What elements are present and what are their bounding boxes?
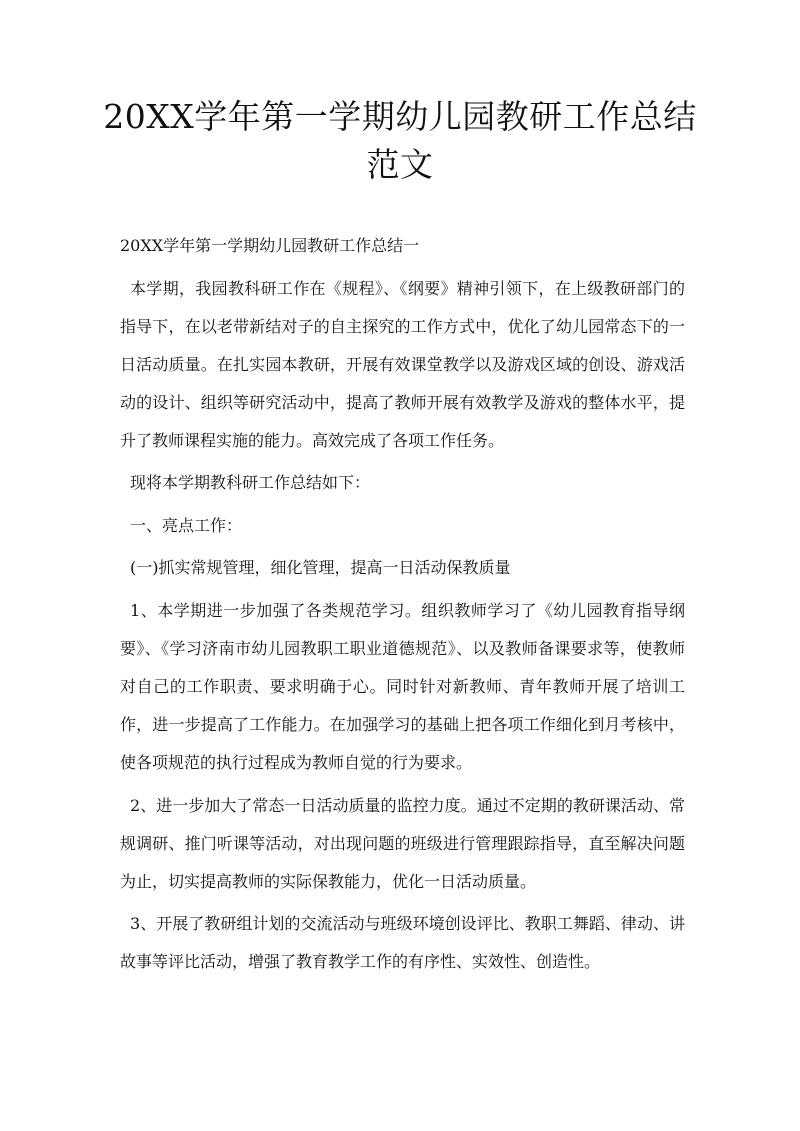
item-paragraph-3: 3、开展了教研组计划的交流活动与班级环境创设评比、教职工舞蹈、律动、讲故事等评比活动，增强了教育教学工作的有序性、实效性、创造性。 <box>120 914 685 972</box>
document-title: 20XX学年第一学期幼儿园教研工作总结范文 <box>103 97 697 184</box>
section-heading-highlights: 一、亮点工作： <box>130 515 243 535</box>
intro-paragraph: 本学期，我园教科研工作在《规程》、《纲要》精神引领下，在上级教研部门的指导下，在以老带新结对子的自主探究的工作方式中，优化了幼儿园常态下的一日活动质量。在扎实园本教研，开展有效课堂教学以及游戏区域的创设、游戏活动的设计、组织等研究活动中，提高了教师开展有效教学及游戏的整体水平，提升了教师课程实施的能力。高效完成了各项工作任务。 <box>120 278 685 450</box>
subsection-heading-routine-management: (一)抓实常规管理，细化管理，提高一日活动保教质量 <box>130 558 511 578</box>
document-body <box>120 227 685 986</box>
item-paragraph-1: 1、本学期进一步加强了各类规范学习。组织教师学习了《幼儿园教育指导纲要》、《学习济南市幼儿园教职工职业道德规范》、以及教师备课要求等，使教师对自己的工作职责、要求明确于心。同时针对新教师、青年教师开展了培训工作，进一步提高了工作能力。在加强学习的基础上把各项工作细化到月考核中，使各项规范的执行过程成为教师自觉的行为要求。 <box>120 600 685 772</box>
summary-lead-paragraph: 现将本学期教科研工作总结如下： <box>130 473 371 493</box>
subtitle-paragraph: 20XX学年第一学期幼儿园教研工作总结一 <box>120 236 420 255</box>
item-paragraph-2: 2、进一步加大了常态一日活动质量的监控力度。通过不定期的教研课活动、常规调研、推门听课等活动，对出现问题的班级进行管理跟踪指导，直至解决问题为止，切实提高教师的实际保教能力，优化一日活动质量。 <box>120 795 685 891</box>
